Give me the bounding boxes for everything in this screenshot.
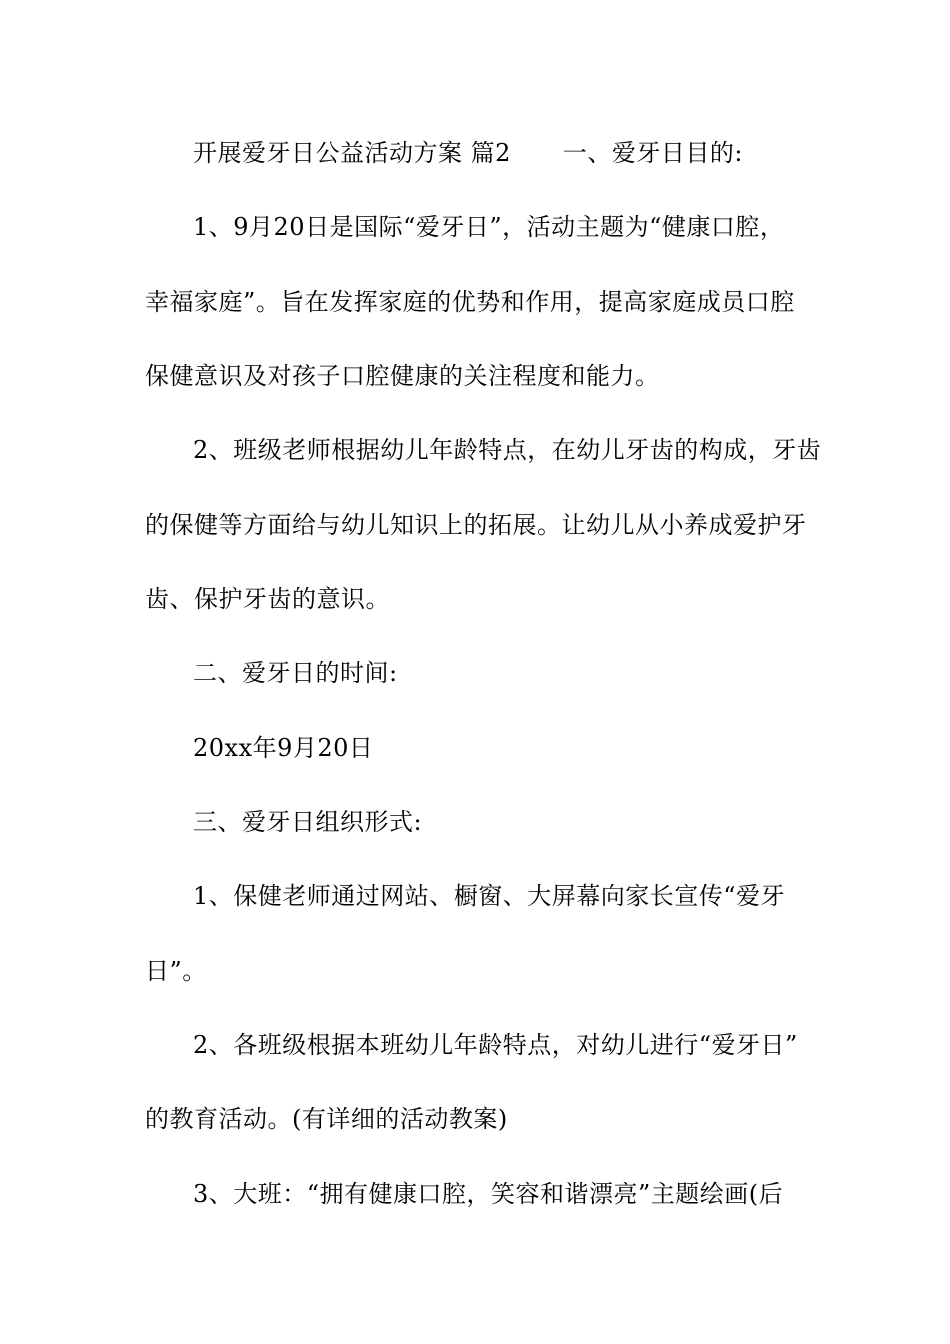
paragraph-line: 保健意识及对孩子口腔健康的关注程度和能力。 xyxy=(145,362,660,390)
paragraph-line: 1、保健老师通过网站、橱窗、大屏幕向家长宣传“爱牙 xyxy=(193,882,786,910)
section-heading-purpose: 一、爱牙日目的: xyxy=(562,139,744,167)
paragraph-line: 日”。 xyxy=(145,957,207,985)
document-title: 开展爱牙日公益活动方案 xyxy=(193,139,463,167)
date-line: 20xx年9月20日 xyxy=(193,734,374,762)
section-heading-time: 二、爱牙日的时间: xyxy=(193,659,398,687)
section-heading-format: 三、爱牙日组织形式: xyxy=(193,808,423,836)
title-line xyxy=(193,138,873,168)
paragraph-line: 幸福家庭”。旨在发挥家庭的优势和作用，提高家庭成员口腔 xyxy=(145,288,795,316)
paragraph-line: 2、班级老师根据幼儿年龄特点，在幼儿牙齿的构成，牙齿 xyxy=(193,436,822,464)
paragraph-line: 3、大班：“拥有健康口腔，笑容和谐漂亮”主题绘画(后 xyxy=(193,1180,784,1208)
paragraph-line: 的教育活动。(有详细的活动教案) xyxy=(145,1105,508,1133)
paragraph-line: 齿、保护牙齿的意识。 xyxy=(145,585,390,613)
paragraph-line: 2、各班级根据本班幼儿年龄特点，对幼儿进行“爱牙日” xyxy=(193,1031,798,1059)
document-part: 篇2 xyxy=(470,139,511,167)
paragraph-line: 1、9月20日是国际“爱牙日”，活动主题为“健康口腔， xyxy=(193,213,785,241)
paragraph-line: 的保健等方面给与幼儿知识上的拓展。让幼儿从小养成爱护牙 xyxy=(145,511,807,539)
